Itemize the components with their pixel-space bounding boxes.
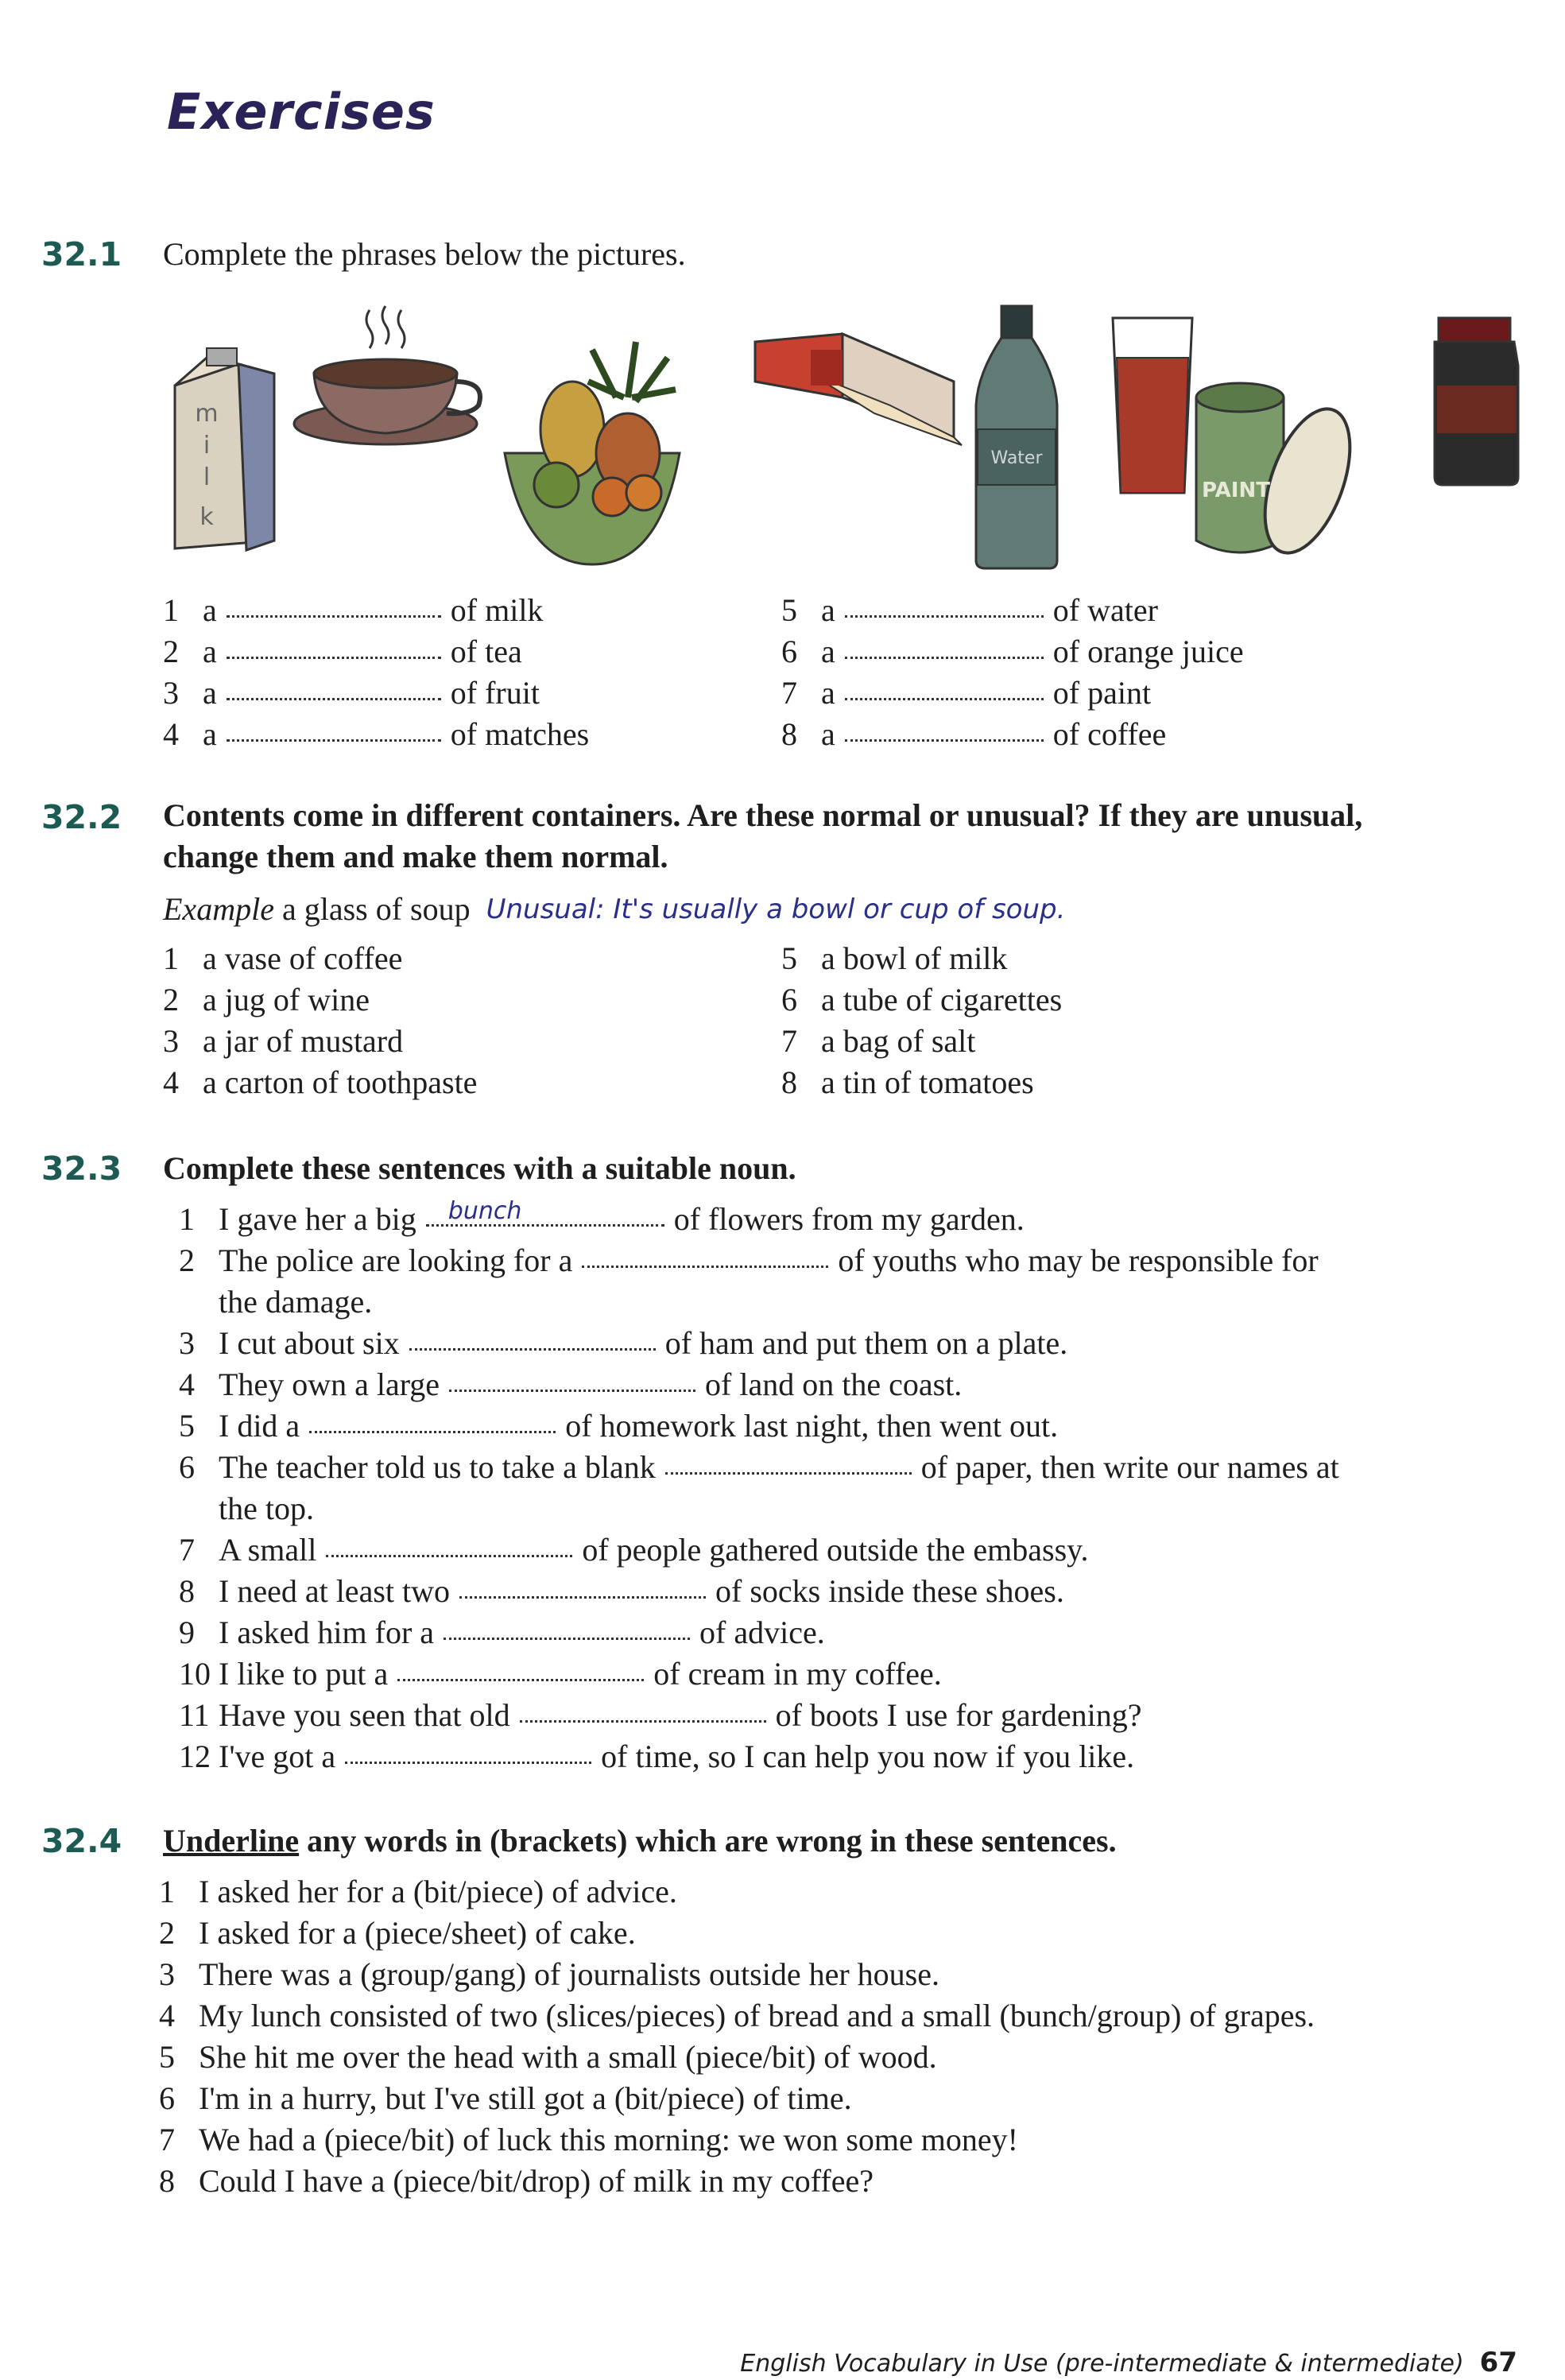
continuation-line: the damage.: [219, 1284, 373, 1320]
list-item: 4 a carton of toothpaste: [163, 1064, 478, 1100]
blank-line[interactable]: [582, 1240, 828, 1268]
list-item: 7 a bag of salt: [781, 1023, 976, 1059]
fruit-bowl-image: [505, 342, 680, 564]
continuation-line: the top.: [219, 1490, 314, 1526]
list-item: 3 a jar of mustard: [163, 1023, 404, 1059]
blank-line[interactable]: [227, 714, 441, 742]
list-item: 5 a of water: [781, 590, 1158, 631]
list-item: 2 a of tea: [163, 631, 522, 673]
list-item: 8 a tin of tomatoes: [781, 1064, 1034, 1100]
exercise-instruction: Contents come in different containers. Are these normal or unusual? If they are unusual,: [163, 797, 1363, 833]
exercise-number: 32.1: [41, 235, 122, 273]
list-item: 11 Have you seen that old of boots I use for gardening?: [179, 1695, 1142, 1736]
water-label: Water: [990, 448, 1043, 468]
example-label: Example: [163, 891, 274, 927]
list-item: 3 a of fruit: [163, 673, 540, 714]
list-item: 2 I asked for a (piece/sheet) of cake.: [159, 1915, 636, 1951]
blank-line[interactable]: [309, 1405, 556, 1433]
blank-line[interactable]: [845, 714, 1044, 742]
example-line: [163, 889, 1065, 930]
list-item: 4 They own a large of land on the coast.: [179, 1364, 962, 1405]
blank-line[interactable]: [459, 1571, 706, 1599]
list-item: 9 I asked him for a of advice.: [179, 1612, 825, 1653]
blank-line[interactable]: [326, 1529, 572, 1557]
underlined-word: Underline: [163, 1823, 300, 1859]
exercise-number: 32.2: [41, 798, 122, 836]
list-item: 7 A small of people gathered outside the embassy.: [179, 1529, 1089, 1571]
list-item: 10 I like to put a of cream in my coffee.: [179, 1653, 942, 1695]
example-text: a glass of soup: [281, 891, 471, 927]
blank-line[interactable]: [409, 1323, 656, 1351]
list-item: 2 a jug of wine: [163, 982, 370, 1018]
blank-line[interactable]: [345, 1736, 591, 1764]
list-item: 1 a of milk: [163, 590, 543, 631]
list-item: 8 a of coffee: [781, 714, 1166, 755]
example-answer: Unusual: It's usually a bowl or cup of soup.: [486, 893, 1066, 925]
juice-glass-image: [1113, 318, 1192, 493]
handwritten-answer: bunch: [447, 1197, 522, 1225]
list-item: 4 My lunch consisted of two (slices/pieces) of bread and a small (bunch/group) of grapes.: [159, 1998, 1315, 2033]
page-title: Exercises: [167, 83, 436, 141]
list-item: 6 The teacher told us to take a blank of paper, then write our names at: [179, 1447, 1339, 1488]
blank-line[interactable]: [845, 590, 1044, 618]
list-item: 2 The police are looking for a of youths who may be responsible for: [179, 1240, 1319, 1281]
blank-line[interactable]: [227, 673, 441, 700]
exercise-number: 32.4: [41, 1822, 122, 1860]
paint-tin-image: [1196, 383, 1367, 564]
list-item: 5 She hit me over the head with a small (piece/bit) of wood.: [159, 2039, 937, 2075]
svg-text:i: i: [203, 432, 211, 459]
list-item: 1 a vase of coffee: [163, 940, 403, 976]
list-item: 5 a bowl of milk: [781, 940, 1008, 976]
teacup-image: [294, 306, 480, 444]
exercise-instruction: Complete these sentences with a suitable noun.: [163, 1150, 796, 1186]
list-item: 4 a of matches: [163, 714, 589, 755]
blank-line[interactable]: [426, 1199, 664, 1227]
list-item: 7 a of paint: [781, 673, 1151, 714]
exercise-instruction: change them and make them normal.: [163, 839, 668, 874]
water-bottle-image: [976, 306, 1057, 568]
blank-line[interactable]: [520, 1695, 766, 1723]
list-item: 1 I asked her for a (bit/piece) of advice.: [159, 1874, 677, 1909]
list-item: 7 We had a (piece/bit) of luck this morning: we won some money!: [159, 2122, 1018, 2157]
list-item: 5 I did a of homework last night, then went out.: [179, 1405, 1058, 1447]
list-item: 6 a tube of cigarettes: [781, 982, 1063, 1018]
exercise-instruction: Complete the phrases below the pictures.: [163, 236, 686, 272]
containers-illustration: [159, 294, 1526, 588]
exercise-instruction: Underline any words in (brackets) which are wrong in these sentences.: [163, 1823, 1117, 1859]
page-footer: [740, 2347, 1517, 2378]
blank-line[interactable]: [444, 1612, 690, 1640]
svg-text:l: l: [203, 463, 211, 491]
svg-text:k: k: [199, 503, 214, 531]
blank-line[interactable]: [845, 631, 1044, 659]
exercise-number: 32.3: [41, 1149, 122, 1188]
book-title: English Vocabulary in Use (pre-intermediate & intermediate): [740, 2350, 1464, 2378]
list-item: 12 I've got a of time, so I can help you now if you like.: [179, 1736, 1134, 1777]
list-item: 3 There was a (group/gang) of journalists outside her house.: [159, 1956, 939, 1992]
list-item: 8 Could I have a (piece/bit/drop) of milk in my coffee?: [159, 2163, 874, 2199]
list-item: 8 I need at least two of socks inside these shoes.: [179, 1571, 1064, 1612]
list-item: 3 I cut about six of ham and put them on a plate.: [179, 1323, 1067, 1364]
page-number: 67: [1479, 2347, 1517, 2378]
blank-line[interactable]: [227, 590, 441, 618]
svg-text:m: m: [195, 400, 219, 428]
list-item: 6 I'm in a hurry, but I've still got a (bit/piece) of time.: [159, 2080, 852, 2116]
milk-carton-image: [175, 348, 274, 550]
blank-line[interactable]: [227, 631, 441, 659]
blank-line[interactable]: [665, 1447, 912, 1475]
paint-label: PAINT: [1202, 479, 1270, 502]
coffee-jar-image: [1435, 318, 1518, 485]
list-item: 1 I gave her a big bunch of flowers from my garden.: [179, 1199, 1025, 1240]
matchbox-image: [755, 334, 962, 445]
blank-line[interactable]: [845, 673, 1044, 700]
blank-line[interactable]: [397, 1653, 644, 1681]
list-item: 6 a of orange juice: [781, 631, 1244, 673]
blank-line[interactable]: [449, 1364, 695, 1392]
